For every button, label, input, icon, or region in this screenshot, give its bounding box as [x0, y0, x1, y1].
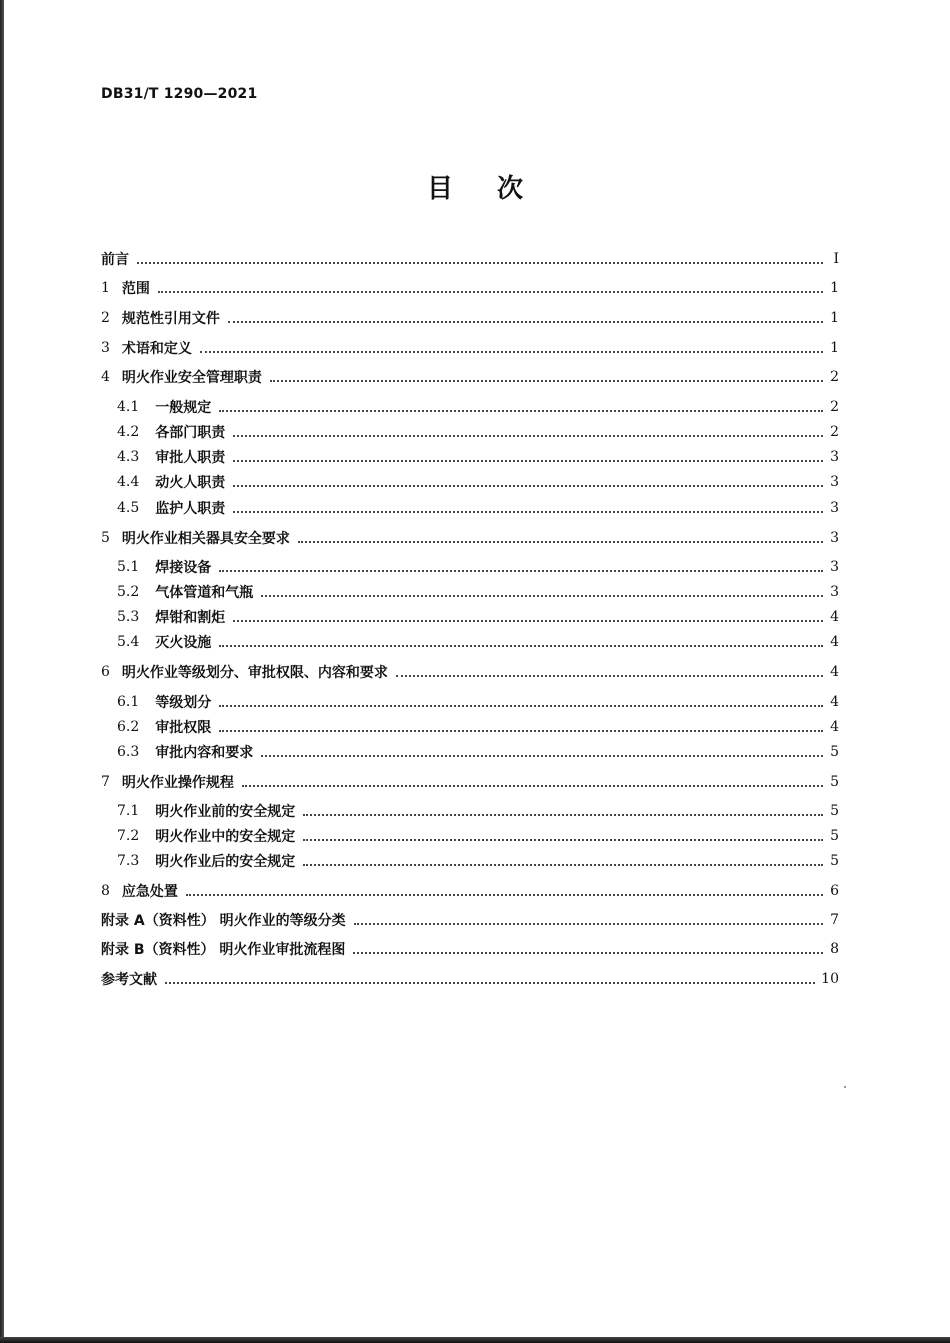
toc-dot-leader [261, 753, 823, 757]
toc-page-number: 5 [830, 828, 839, 844]
toc-entry-title: 明火作业安全管理职责 [121, 370, 262, 386]
toc-entry[interactable] [117, 496, 839, 520]
toc-entry[interactable] [101, 306, 839, 330]
toc-entry-number: 7.3 [117, 853, 140, 869]
toc-entry-number: 5.4 [117, 634, 140, 650]
toc-page-number: 7 [830, 912, 839, 928]
toc-dot-leader [270, 378, 823, 382]
toc-dot-leader [396, 673, 823, 677]
toc-page-number: 4 [830, 719, 839, 735]
toc-page-number: 5 [830, 803, 839, 819]
toc-page-number: 6 [830, 883, 839, 899]
toc-entry[interactable] [101, 247, 839, 271]
toc-page-number: 3 [830, 449, 839, 465]
toc-entry-title: 气体管道和气瓶 [155, 585, 254, 601]
toc-entry-title: 明火作业等级划分、审批权限、内容和要求 [121, 665, 388, 681]
toc-entry-number: 6.2 [117, 719, 140, 735]
toc-entry[interactable] [117, 580, 839, 604]
toc-entry-title: 各部门职责 [155, 425, 226, 441]
toc-entry-number: 5.3 [117, 609, 140, 625]
toc-entry[interactable] [117, 799, 839, 823]
toc-page-number: 2 [830, 424, 839, 440]
toc-entry-number: 4.2 [117, 424, 140, 440]
toc-entry[interactable] [117, 395, 839, 419]
toc-page-number: 4 [830, 634, 839, 650]
toc-entry-title: 审批内容和要求 [155, 745, 254, 761]
toc-entry-title: 附录 A（资料性） 明火作业的等级分类 [101, 913, 346, 929]
toc-entry-number: 3 [101, 340, 110, 356]
toc-entry[interactable] [117, 445, 839, 469]
toc-page-number: 5 [830, 774, 839, 790]
toc-entry-title: 附录 B（资料性） 明火作业审批流程图 [101, 942, 346, 958]
toc-entry-title: 明火作业操作规程 [121, 775, 234, 791]
toc-page-number: 5 [830, 744, 839, 760]
toc-entry-number: 5.1 [117, 559, 140, 575]
toc-entry-title: 审批人职责 [155, 450, 226, 466]
toc-entry[interactable] [117, 849, 839, 873]
toc-entry-title: 明火作业中的安全规定 [155, 829, 296, 845]
toc-entry[interactable] [101, 660, 839, 684]
toc-entry[interactable] [117, 740, 839, 764]
toc-entry-number: 7 [101, 774, 110, 790]
toc-entry-number: 4 [101, 369, 110, 385]
toc-entry[interactable] [101, 336, 839, 360]
toc-entry-title: 参考文献 [101, 972, 157, 988]
scan-speck [844, 1086, 846, 1088]
toc-entry[interactable] [117, 420, 839, 444]
toc-page-number: 3 [830, 474, 839, 490]
toc-dot-leader [233, 509, 823, 513]
toc-entry[interactable] [117, 630, 839, 654]
toc-dot-leader [219, 568, 823, 572]
toc-entry[interactable] [117, 690, 839, 714]
toc-dot-leader [158, 289, 823, 293]
toc-dot-leader [261, 593, 823, 597]
scan-bottom-edge [0, 1337, 950, 1343]
toc-dot-leader [303, 862, 823, 866]
toc-page-number: 3 [830, 530, 839, 546]
toc-dot-leader [137, 260, 823, 264]
toc-entry-number: 6.1 [117, 694, 140, 710]
toc-entry-number: 7.2 [117, 828, 140, 844]
toc-dot-leader [200, 349, 823, 353]
toc-entry-title: 明火作业相关器具安全要求 [121, 531, 290, 547]
toc-dot-leader [242, 783, 823, 787]
toc-page-number: 1 [830, 310, 839, 326]
toc-page-number: 3 [830, 500, 839, 516]
toc-page-number: 4 [830, 609, 839, 625]
toc-dot-leader [186, 892, 823, 896]
toc-entry-title: 术语和定义 [121, 341, 192, 357]
toc-entry-number: 4.3 [117, 449, 140, 465]
toc-entry-number: 5 [101, 530, 110, 546]
toc-page-number: 2 [830, 369, 839, 385]
toc-entry-title: 范围 [121, 281, 150, 297]
toc-entry-number: 6 [101, 664, 110, 680]
toc-entry[interactable] [117, 555, 839, 579]
toc-entry[interactable] [117, 470, 839, 494]
toc-dot-leader [298, 539, 823, 543]
toc-entry[interactable] [101, 967, 839, 991]
toc-dot-leader [233, 618, 823, 622]
toc-entry-title: 明火作业后的安全规定 [155, 854, 296, 870]
toc-dot-leader [233, 483, 823, 487]
toc-page-number: 3 [830, 584, 839, 600]
toc-dot-leader [219, 408, 823, 412]
toc-entry[interactable] [101, 770, 839, 794]
toc-entry[interactable] [101, 276, 839, 300]
toc-dot-leader [219, 703, 823, 707]
toc-entry-number: 8 [101, 883, 110, 899]
toc-page-number: 5 [830, 853, 839, 869]
toc-dot-leader [303, 812, 823, 816]
toc-entry-number: 1 [101, 280, 110, 296]
toc-entry[interactable] [101, 526, 839, 550]
toc-entry[interactable] [101, 879, 839, 903]
toc-dot-leader [353, 950, 823, 954]
toc-entry[interactable] [117, 715, 839, 739]
toc-entry-title: 规范性引用文件 [121, 311, 220, 327]
toc-page-number: 10 [821, 971, 839, 987]
page-title: 目次 [426, 174, 567, 204]
toc-entry-title: 应急处置 [121, 884, 178, 900]
document-code: DB31/T 1290—2021 [101, 86, 258, 102]
toc-page-number: 4 [830, 694, 839, 710]
toc-page-number: 4 [830, 664, 839, 680]
toc-entry-number: 4.4 [117, 474, 140, 490]
toc-page-number: 8 [830, 941, 839, 957]
toc-dot-leader [219, 728, 823, 732]
toc-dot-leader [165, 980, 815, 984]
toc-dot-leader [233, 433, 823, 437]
toc-entry-title: 监护人职责 [155, 501, 226, 517]
toc-entry-title: 等级划分 [155, 695, 212, 711]
toc-page-number: 1 [830, 340, 839, 356]
toc-entry-number: 2 [101, 310, 110, 326]
toc-dot-leader [354, 921, 823, 925]
toc-entry-number: 7.1 [117, 803, 140, 819]
toc-entry-title: 审批权限 [155, 720, 212, 736]
toc-page-number: 1 [830, 280, 839, 296]
toc-dot-leader [219, 643, 823, 647]
toc-page-number: I [833, 251, 839, 267]
toc-entry-title: 灭火设施 [155, 635, 212, 651]
toc-entry-number: 4.5 [117, 500, 140, 516]
toc-entry-title: 动火人职责 [155, 475, 226, 491]
toc-entry[interactable] [101, 908, 839, 932]
toc-entry-number: 6.3 [117, 744, 140, 760]
toc-entry-title: 前言 [101, 252, 129, 268]
toc-entry-title: 明火作业前的安全规定 [155, 804, 296, 820]
toc-entry-number: 4.1 [117, 399, 140, 415]
toc-page-number: 2 [830, 399, 839, 415]
toc-page-number: 3 [830, 559, 839, 575]
toc-dot-leader [303, 837, 823, 841]
toc-entry[interactable] [117, 824, 839, 848]
toc-entry[interactable] [101, 937, 839, 961]
toc-entry-title: 焊接设备 [155, 560, 212, 576]
toc-entry[interactable] [101, 365, 839, 389]
toc-entry-title: 一般规定 [155, 400, 212, 416]
toc-entry[interactable] [117, 605, 839, 629]
toc-entry-number: 5.2 [117, 584, 140, 600]
toc-dot-leader [228, 319, 823, 323]
toc-entry-title: 焊钳和割炬 [155, 610, 226, 626]
toc-dot-leader [233, 458, 823, 462]
